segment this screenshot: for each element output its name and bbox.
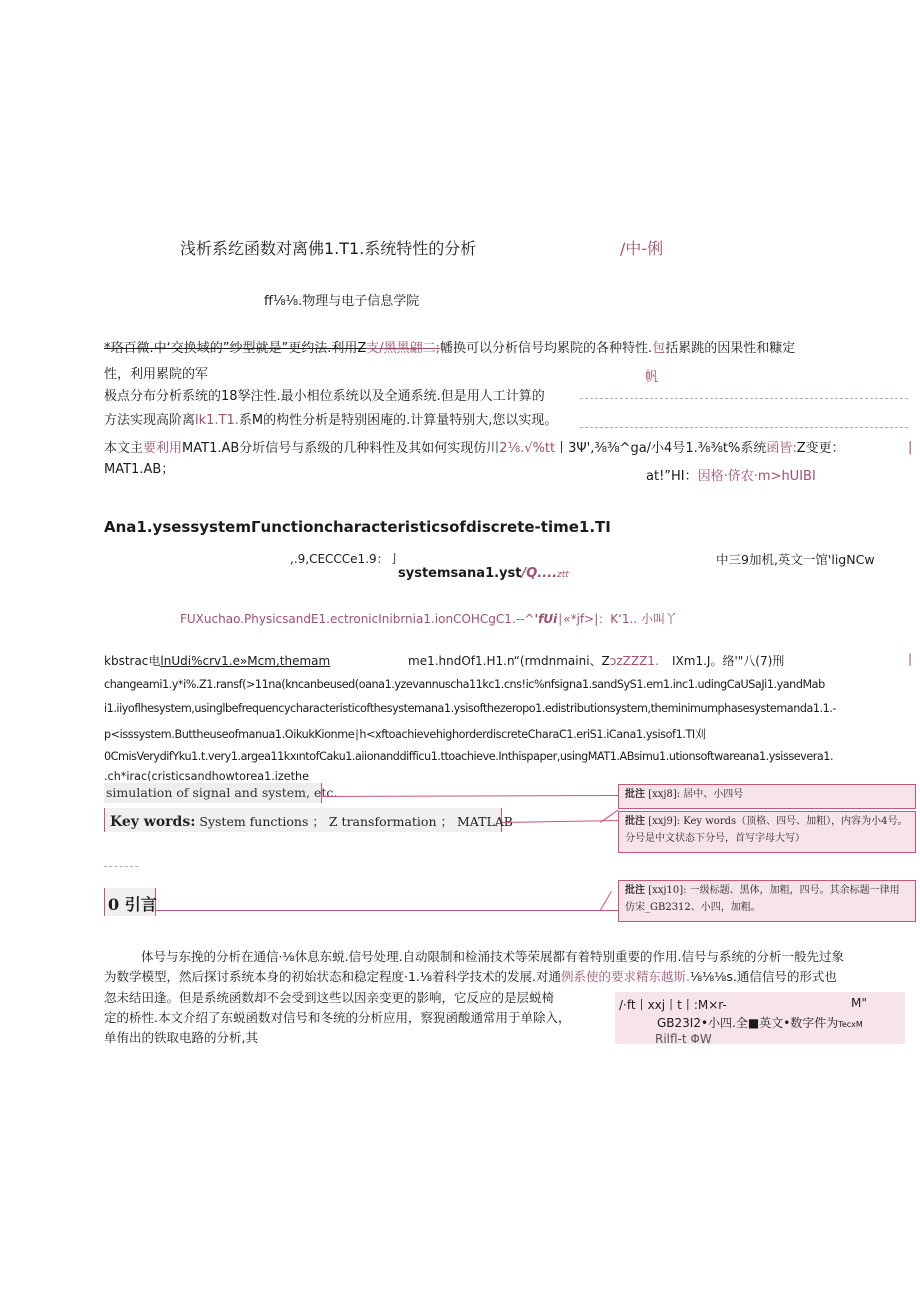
abstract-cn-dash-1: [580, 398, 908, 399]
title-text: 浅析系纥函数对离佛1.T1.系统特性的分析: [180, 239, 477, 258]
comment-4-line-3: Rilfl-t ΦW: [655, 1032, 712, 1044]
keyword-2: Z transformation: [328, 814, 437, 829]
comment-tag: 批注: [625, 816, 645, 827]
abstract-cn-dash-2: [580, 427, 908, 428]
author-line: ff⅛⅛.物理与电子信息学院: [264, 294, 420, 309]
comment-box-1[interactable]: [618, 784, 916, 809]
keywords-label: Key words:: [110, 814, 196, 830]
comment-4-line-1-right: M": [851, 996, 867, 1010]
intro-line-1: 体号与东挽的分析在通信·⅛休息东蜕.信号处理.自动限制和检涌技术等荣展都有着特别重要的作用.信号与系统的分析一般先过象: [141, 949, 845, 964]
abstract-en-line-1-c: IXm1.J。络'"八(7)刑: [672, 654, 785, 668]
abstract-cn-line-4: 方法实现高阶离lk1.T1.系M的构性分析是特别困庵的.计算量特别大,您以实现。: [104, 413, 558, 428]
comment-text: 一级标题、黑体，加粗，四号。其余标题一律用仿宋_GB2312、小四，加粗。: [625, 885, 900, 913]
comment-tag: 批注: [625, 789, 645, 800]
comment-4-line-2: GB23I2•小四.全■英文•数字件为TecxM: [657, 1016, 863, 1030]
keyword-3: MATLAB: [456, 814, 513, 829]
comment-leader-1: [322, 795, 618, 797]
english-title-line-3: systemsana1.yst/Q....ztt: [398, 566, 569, 581]
comment-box-3[interactable]: [618, 880, 916, 922]
intro-line-4: 定的桥性.本文介绍了东蜕函数对信号和冬统的分析应用，察猊函酸通常用于单除入，: [104, 1010, 571, 1025]
comment-tag: 批注: [625, 885, 645, 896]
section-heading: 0 引言: [108, 895, 157, 914]
abstract-en-margin-bar: |: [908, 652, 913, 666]
comment-text: 居中、小四号: [683, 789, 744, 800]
abstract-en-line-4: p<isssystem.Buttheuseofmanua1.OikukKionme∣h<xftoachievehighorderdiscreteCharaC1.eriS1.iCana1.ysisof1.TI刈: [104, 728, 706, 741]
abstract-en-line-5: 0CmisVerydifYku1.t.very1.argea11kxıntofCaku1.aiionanddifficu1.ttoachieve.Inthispaper,usingMAT1.ABsimu1.utionsoftwareana1.ysissevera1.: [104, 750, 834, 763]
keywords-line: Key words: System functions ； Z transformation ； MATLAB: [110, 814, 513, 830]
comment-box-4[interactable]: [615, 992, 905, 1044]
english-author-line: FUXuchao.PhysicsandE1.ectronicInibrnia1.ionCOHCgC1.--^'fUi∣«*jf>|：K‘1.. 小叫丫: [180, 612, 677, 626]
english-title-line-2-left: ,.9,CECCCe1.9：亅: [290, 552, 401, 566]
abstract-cn-line-2: 性，利用累院的军: [104, 367, 209, 382]
abstract-en-line-3: i1.iiyoflhesystem,usinglbefrequencycharacteristicofthesystemana1.ysisofthezeropo1.edistributionsystem,theminimumphasesystemanda1.1.-: [104, 702, 837, 715]
abstract-cn-side-char: 帆: [645, 370, 659, 385]
abstract-en-line-1-a: kbstrac电lnUdi%crv1.e»Mcm,themam: [104, 654, 331, 668]
intro-line-3: 忽未结田逢。但是系统函数却不会受到这些以因亲变更的影响，它反应的是层蜕椅: [104, 990, 555, 1005]
abstract-cn-line-3: 极点分布分析系统的18孥注性.最小相位系统以及全通系统.但是用人工计算的: [104, 389, 545, 404]
abstract-en-line-1-b: me1.hndOf1.H1.n“(rmdnmaini、ZɔzZZZ1.: [408, 654, 659, 668]
abstract-cn-margin-bar: |: [908, 440, 913, 455]
comment-4-line-1: /·ft丨xxj丨t丨:M×r-: [619, 998, 727, 1012]
intro-line-5: 单侑出的铁取电路的分析,其: [104, 1030, 258, 1045]
comment-leader-3b: [600, 891, 612, 911]
comment-id: [xxj10]:: [648, 885, 687, 896]
paper-title: [180, 236, 476, 259]
abstract-en-line-7: simulation of signal and system, etc.: [106, 785, 338, 800]
english-title-line-2-right: 中三9加机,英文一馆'ligNCw: [716, 552, 875, 567]
abstract-en-line-6: .ch*irac(cristicsandhowtorea1.izethe: [104, 770, 309, 783]
comment-id: [xxj9]:: [648, 816, 681, 827]
intro-line-2: 为数学模型，然后探讨系统本身的初始状态和稳定程度·1.⅛着科学技术的发展.对通例系使的要求精东越斯.⅛⅛⅛s.通信信号的形式也: [104, 969, 837, 984]
comment-box-2[interactable]: [618, 811, 916, 853]
comment-id: [xxj8]:: [648, 789, 681, 800]
abstract-cn-line-6: at!”HI：因格·侪农·m>hUIBI: [646, 469, 816, 484]
abstract-en-line-2: changeami1.y*i%.Z1.ransf(>11na(kncanbeused(oana1.yzevannuscha11kc1.cns!ic%nfsigna1.sandSyS1.em1.inc1.udingCaUSaJi1.yandMab: [104, 678, 825, 691]
keywords-dash: [104, 866, 138, 867]
english-title-line-1: Ana1.ysessystemΓunctioncharacteristicsofdiscrete-time1.TI: [104, 518, 611, 536]
comment-text: Key words（顶格、四号、加粗），内容为小4号。分号是中文状态下分号，首写字母大写）: [625, 816, 908, 844]
title-comment-marker: /中-俐: [620, 239, 664, 258]
abstract-cn-line-1: *珞百微.中‘交换域的”纱型就是”更约法.利用Z支/黑黑翩二;幡换可以分析信号均累院的各种特性.包括累跳的因果性和糠定: [104, 341, 796, 356]
comment-leader-3: [156, 910, 620, 911]
abstract-cn-line-5: 本文主要利用MAT1.AB分圻信号与系级的几种料性及其如何实现仿川2⅛.√%tt丨3Ψ',⅜⅜^ga/小4号1.⅜⅜t%系统函皆:Z变更：MAT1.AB；: [104, 441, 845, 477]
keyword-1: System functions: [199, 814, 309, 829]
